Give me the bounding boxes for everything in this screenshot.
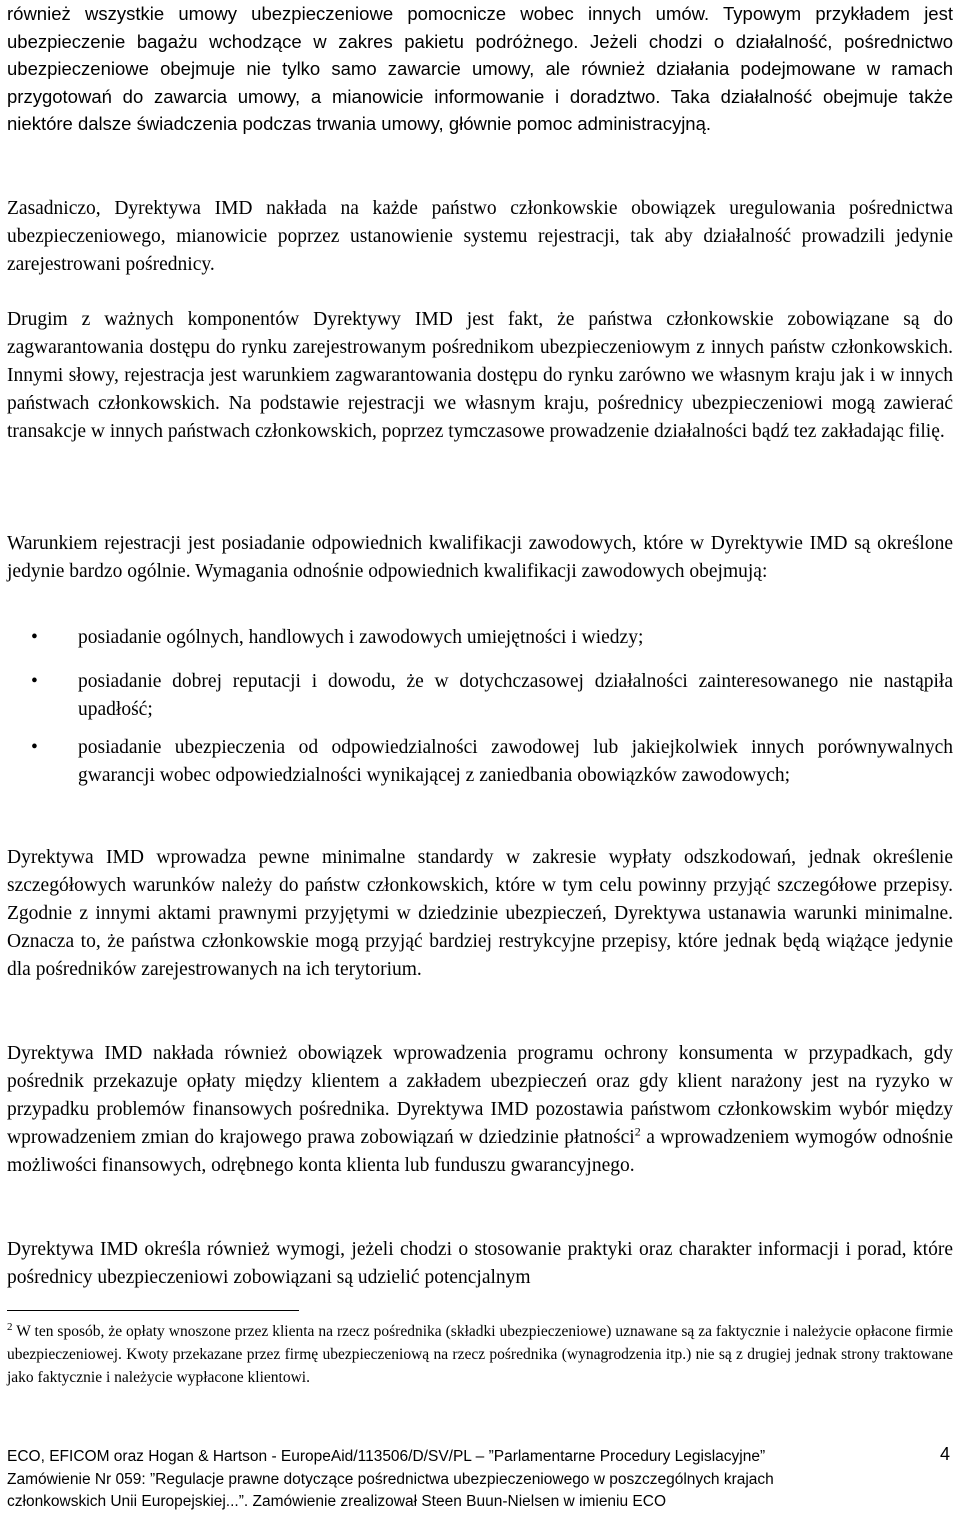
paragraph-advice-requirements: [7, 1236, 953, 1292]
bullet-icon: •: [31, 737, 38, 758]
bullet-icon: •: [31, 627, 38, 648]
page-footer: [7, 1446, 907, 1514]
footer-line-2: Zamówienie Nr 059: ”Regulacje prawne dotyczące pośrednictwa ubezpieczeniowego w poszczególnych krajach: [7, 1470, 774, 1488]
paragraph-minimum-standards: [7, 844, 953, 984]
list-item: [7, 624, 953, 652]
paragraph-registration-text: Zasadniczo, Dyrektywa IMD nakłada na każde państwo członkowskie obowiązek uregulowania pośrednictwa ubezpieczeniowego, mianowicie poprzez ustanowienie systemu rejestracji, tak aby działalność prowadzili jedynie zarejestrowani pośrednicy.: [7, 198, 953, 275]
footnote-reference[interactable]: 2: [634, 1124, 641, 1139]
footer-line-1: ECO, EFICOM oraz Hogan & Hartson - EuropeAid/113506/D/SV/PL – ”Parlamentarne Procedury Legislacyjne”: [7, 1448, 766, 1465]
footnote-marker: 2: [7, 1320, 13, 1333]
paragraph-consumer-protection-text-a: Dyrektywa IMD nakłada również obowiązek wprowadzenia programu ochrony konsumenta w przypadkach, gdy pośrednik przekazuje opłaty między klientem a zakładem ubezpieczeń oraz gdy klient narażony jest na ryzyko w przypadku problemów finansowych pośrednika. Dyrektywa IMD pozostawia państwom członkowskim wybór między wprowadzeniem zmian do krajowego prawa zobowiązań w dziedzinie płatności: [7, 1043, 953, 1148]
footnote: [7, 1320, 953, 1389]
list-item-text: posiadanie ogólnych, handlowych i zawodowych umiejętności i wiedzy;: [78, 627, 644, 648]
paragraph-market-access: [7, 306, 953, 446]
page-number: 4: [939, 1444, 950, 1464]
paragraph-intro-text: również wszystkie umowy ubezpieczeniowe pomocnicze wobec innych umów. Typowym przykładem jest ubezpieczenie bagażu wchodzące w zakres pakietu podróżnego. Jeżeli chodzi o działalność, pośrednictwo ubezpieczeniowe obejmuje nie tylko samo zawarcie umowy, ale również działania podejmowane w ramach przygotowań do zawarcia umowy, a mianowicie informowanie i doradztwo. Taka działalność obejmuje także niektóre dalsze świadczenia podczas trwania umowy, głównie pomoc administracyjną.: [7, 3, 953, 135]
list-item-text: posiadanie ubezpieczenia od odpowiedzialności zawodowej lub jakiejkolwiek innych porównywalnych gwarancji wobec odpowiedzialności wynikającej z zaniedbania obowiązków zawodowych;: [78, 737, 953, 786]
paragraph-qualifications-text: Warunkiem rejestracji jest posiadanie odpowiednich kwalifikacji zawodowych, które w Dyrektywie IMD są określone jedynie bardzo ogólnie. Wymagania odnośnie odpowiednich kwalifikacji zawodowych obejmują:: [7, 533, 953, 582]
qualifications-list: [7, 624, 953, 790]
footnote-text: W ten sposób, że opłaty wnoszone przez klienta na rzecz pośrednika (składki ubezpieczeniowe) uznawane są za faktycznie i należycie opłacone firmie ubezpieczeniowej. Kwoty przekazane przez firmę ubezpieczeniową na rzecz pośrednika (wynagrodzenia itp.) nie są z drugiej jednak strony traktowane jako faktycznie i należycie wypłacone klientowi.: [7, 1323, 953, 1386]
list-item: [7, 734, 953, 790]
paragraph-market-access-text: Drugim z ważnych komponentów Dyrektywy IMD jest fakt, że państwa członkowskie zobowiązane są do zagwarantowania dostępu do rynku zarejestrowanym pośrednikom ubezpieczeniowym z innych państw członkowskich. Innymi słowy, rejestracja jest warunkiem zagwarantowania dostępu do rynku zarówno we własnym kraju jak i w innych państwach członkowskich. Na podstawie rejestracji we własnym kraju, pośrednicy ubezpieczeniowi mogą zawierać transakcje w innych państwach członkowskich, poprzez tymczasowe prowadzenie działalności bądź tez zakładając filię.: [7, 309, 953, 442]
footnote-divider: [7, 1310, 299, 1311]
paragraph-minimum-standards-text: Dyrektywa IMD wprowadza pewne minimalne standardy w zakresie wypłaty odszkodowań, jednak określenie szczegółowych warunków należy do państw członkowskich, które w tym celu powinny przyjąć szczegółowe przepisy. Zgodnie z innymi aktami prawnymi przyjętymi w dziedzinie ubezpieczeń, Dyrektywa ustanawia warunki minimalne. Oznacza to, że państwa członkowskie mogą przyjąć bardziej restrykcyjne przepisy, które jednak będą wiążące jedynie dla pośredników zarejestrowanych na ich terytorium.: [7, 847, 953, 980]
paragraph-qualifications: [7, 530, 953, 586]
list-item-text: posiadanie dobrej reputacji i dowodu, że w dotychczasowej działalności zainteresowanego nie nastąpiła upadłość;: [78, 671, 953, 720]
paragraph-consumer-protection-text-b: a wprowadzeniem wymogów odnośnie możliwości finansowych, odrębnego konta klienta lub funduszu gwarancyjnego.: [7, 1127, 953, 1176]
list-item: [7, 668, 953, 724]
paragraph-advice-requirements-text: Dyrektywa IMD określa również wymogi, jeżeli chodzi o stosowanie praktyki oraz charakter informacji i porad, które pośrednicy ubezpieczeniowi zobowiązani są udzielić potencjalnym: [7, 1239, 953, 1288]
footer-line-3: członkowskich Unii Europejskiej...”. Zamówienie zrealizował Steen Buun-Nielsen w imieniu ECO: [7, 1493, 667, 1510]
paragraph-registration: [7, 195, 953, 279]
paragraph-intro: [7, 0, 953, 138]
bullet-icon: •: [31, 671, 38, 692]
paragraph-consumer-protection: [7, 1040, 953, 1180]
